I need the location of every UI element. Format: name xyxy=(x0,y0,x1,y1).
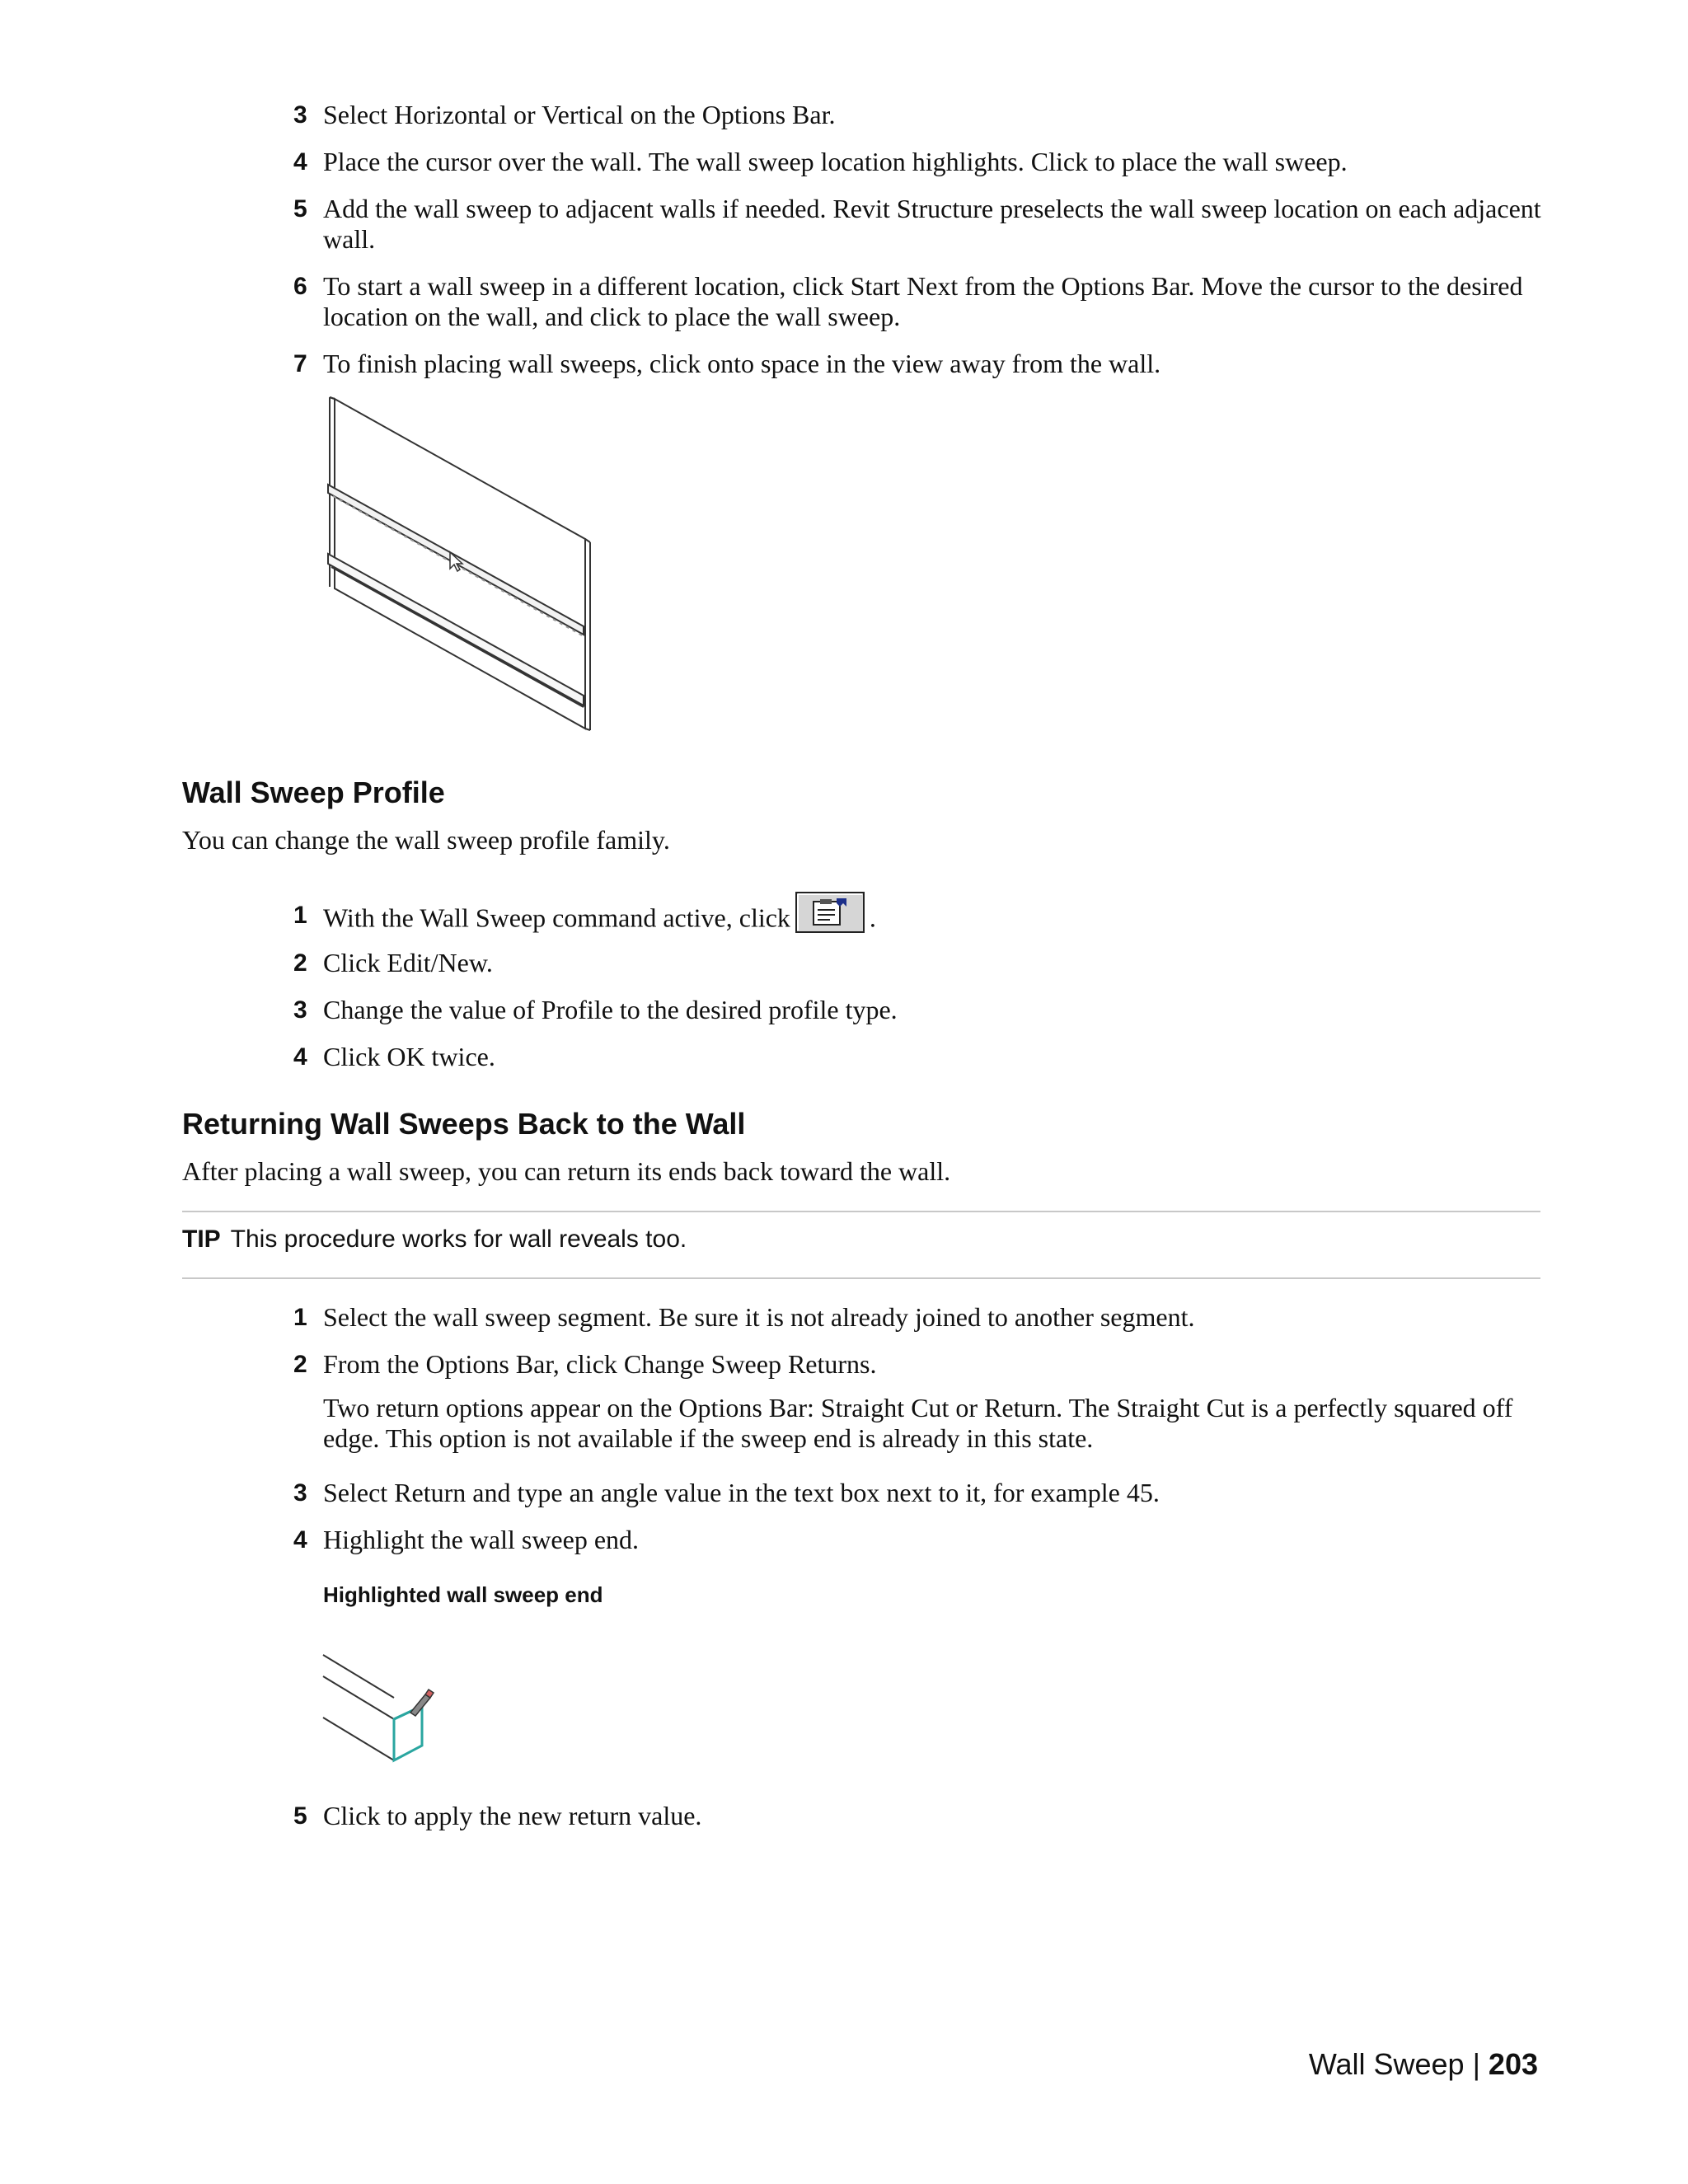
step-number: 4 xyxy=(293,1526,307,1554)
step-number: 4 xyxy=(293,148,307,176)
footer-separator: | xyxy=(1472,2047,1480,2081)
step-text: Change the value of Profile to the desired profile type. xyxy=(323,995,898,1024)
sweep-lower xyxy=(328,554,584,705)
step-text: To finish placing wall sweeps, click onto space in the view away from the wall. xyxy=(323,349,1161,378)
section-heading: Returning Wall Sweeps Back to the Wall xyxy=(182,1107,746,1141)
highlighted-sweep-end xyxy=(394,1706,422,1760)
step-text: Select Horizontal or Vertical on the Options Bar. xyxy=(323,100,836,129)
tip-text: This procedure works for wall reveals too. xyxy=(230,1226,687,1253)
page-number: 203 xyxy=(1488,2047,1538,2081)
step-text-lead: With the Wall Sweep command active, click xyxy=(323,902,790,933)
step-text: Select Return and type an angle value in the text box next to it, for example 45. xyxy=(323,1478,1160,1507)
step-text xyxy=(323,900,1546,941)
divider xyxy=(182,1277,1540,1279)
step-note: Two return options appear on the Options Bar: Straight Cut or Return. The Straight Cut is a perfectly squared off edge. This option is not available if the sweep end is already in this state. xyxy=(323,1393,1513,1453)
footer-section: Wall Sweep xyxy=(1308,2047,1465,2081)
step-text-suffix: . xyxy=(869,902,876,933)
properties-button[interactable] xyxy=(795,892,865,933)
step-number: 5 xyxy=(293,1802,307,1830)
properties-icon xyxy=(795,892,865,933)
wall-sweep-figure xyxy=(321,394,602,740)
step-number: 5 xyxy=(293,195,307,223)
step-number: 6 xyxy=(293,273,307,300)
step-text: Select the wall sweep segment. Be sure it is not already joined to another segment. xyxy=(323,1302,1195,1332)
step-number: 3 xyxy=(293,1479,307,1507)
section-intro: After placing a wall sweep, you can return its ends back toward the wall. xyxy=(182,1156,951,1186)
page-footer xyxy=(1309,2047,1538,2082)
step-text: From the Options Bar, click Change Sweep Returns. xyxy=(323,1349,877,1379)
step-text: Highlight the wall sweep end. xyxy=(323,1525,640,1554)
step-number: 2 xyxy=(293,1351,307,1378)
figure-caption: Highlighted wall sweep end xyxy=(323,1582,603,1607)
step-text: Click OK twice. xyxy=(323,1042,495,1071)
step-number: 4 xyxy=(293,1043,307,1071)
step-number: 1 xyxy=(293,902,307,929)
tip-label: TIP xyxy=(182,1226,221,1253)
step-text: Add the wall sweep to adjacent walls if needed. Revit Structure preselects the wall sweep location on each adjacent wall. xyxy=(323,194,1541,254)
step-text: Click Edit/New. xyxy=(323,948,493,977)
divider xyxy=(182,1211,1540,1212)
step-number: 2 xyxy=(293,949,307,977)
section-heading: Wall Sweep Profile xyxy=(182,776,445,809)
step-number: 3 xyxy=(293,996,307,1024)
step-number: 1 xyxy=(293,1304,307,1331)
tip-note xyxy=(182,1225,687,1254)
step-number: 3 xyxy=(293,101,307,129)
step-text: Click to apply the new return value. xyxy=(323,1801,702,1830)
step-text: To start a wall sweep in a different location, click Start Next from the Options Bar. Move the cursor to the desired location on the wall, and click to place the wall sweep. xyxy=(323,271,1523,331)
section-intro: You can change the wall sweep profile family. xyxy=(182,825,670,855)
step-number: 7 xyxy=(293,350,307,377)
step-text: Place the cursor over the wall. The wall sweep location highlights. Click to place the wall sweep. xyxy=(323,147,1348,176)
sweep-end-figure xyxy=(320,1648,435,1772)
